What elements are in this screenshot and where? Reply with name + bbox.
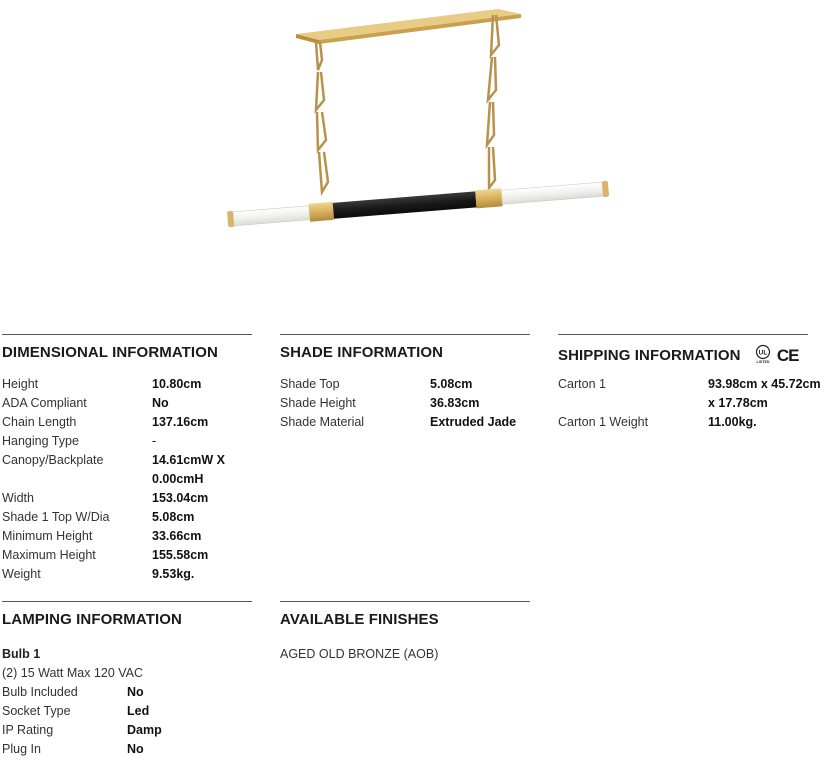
spec-row bbox=[2, 565, 262, 584]
spec-value: 155.58cm bbox=[152, 548, 209, 562]
spec-value: 14.61cmW X bbox=[152, 453, 225, 467]
spec-row-continued bbox=[2, 470, 262, 489]
spec-row bbox=[2, 451, 262, 470]
spec-row bbox=[2, 683, 262, 702]
spec-value: 93.98cm x 45.72cm bbox=[708, 377, 821, 391]
spec-value: Extruded Jade bbox=[430, 415, 517, 429]
section-divider bbox=[280, 601, 530, 602]
spec-label: Weight bbox=[2, 567, 41, 581]
spec-label: Shade Top bbox=[280, 377, 340, 391]
section-title: SHIPPING INFORMATION bbox=[558, 346, 741, 364]
spec-row bbox=[280, 394, 540, 413]
spec-label: Bulb Included bbox=[2, 685, 78, 699]
bulb-description: (2) 15 Watt Max 120 VAC bbox=[2, 666, 144, 680]
spec-label: ADA Compliant bbox=[2, 396, 87, 410]
spec-value: No bbox=[152, 396, 169, 410]
spec-value: 33.66cm bbox=[152, 529, 202, 543]
finish-item: AGED OLD BRONZE (AOB) bbox=[280, 647, 439, 661]
shipping-section bbox=[558, 334, 828, 432]
spec-value: No bbox=[127, 742, 144, 756]
spec-row bbox=[2, 394, 262, 413]
section-divider bbox=[558, 334, 808, 335]
spec-value: 5.08cm bbox=[152, 510, 195, 524]
spec-label: Shade Height bbox=[280, 396, 356, 410]
spec-row bbox=[2, 508, 262, 527]
section-divider bbox=[280, 334, 530, 335]
spec-row bbox=[2, 546, 262, 565]
spec-value-continued: x 17.78cm bbox=[708, 396, 768, 410]
spec-label: IP Rating bbox=[2, 723, 54, 737]
spec-value: 36.83cm bbox=[430, 396, 480, 410]
spec-row bbox=[2, 527, 262, 546]
spec-row bbox=[558, 413, 828, 432]
product-image bbox=[0, 0, 830, 300]
spec-label: Minimum Height bbox=[2, 529, 93, 543]
spec-value: 153.04cm bbox=[152, 491, 209, 505]
spec-label: Shade Material bbox=[280, 415, 365, 429]
spec-label: Carton 1 bbox=[558, 377, 606, 391]
spec-value: - bbox=[152, 434, 157, 448]
section-title: DIMENSIONAL INFORMATION bbox=[2, 344, 218, 361]
canopy bbox=[296, 9, 521, 44]
spec-row bbox=[2, 413, 262, 432]
spec-row bbox=[2, 702, 262, 721]
spec-value: 137.16cm bbox=[152, 415, 209, 429]
spec-label: Carton 1 Weight bbox=[558, 415, 649, 429]
spec-row bbox=[280, 413, 540, 432]
section-title: AVAILABLE FINISHES bbox=[280, 611, 439, 628]
spec-label: Socket Type bbox=[2, 704, 71, 718]
spec-row bbox=[2, 489, 262, 508]
spec-label: Hanging Type bbox=[2, 434, 79, 448]
spec-value: 11.00kg. bbox=[708, 415, 757, 429]
spec-label: Width bbox=[2, 491, 34, 505]
spec-row bbox=[280, 375, 540, 394]
spec-value-continued: 0.00cmH bbox=[152, 472, 204, 486]
finishes-section bbox=[280, 601, 540, 664]
lamping-section bbox=[2, 601, 262, 759]
ul-listed-icon bbox=[753, 344, 775, 368]
section-title-row bbox=[558, 344, 828, 366]
dimensional-section bbox=[2, 334, 262, 584]
section-title: SHADE INFORMATION bbox=[280, 344, 444, 361]
spec-label: Maximum Height bbox=[2, 548, 96, 562]
spec-row bbox=[2, 740, 262, 759]
spec-value: 10.80cm bbox=[152, 377, 202, 391]
spec-value: 9.53kg. bbox=[152, 567, 195, 581]
light-bar bbox=[227, 180, 609, 229]
left-chain bbox=[316, 42, 328, 192]
section-divider bbox=[2, 601, 252, 602]
spec-row bbox=[2, 432, 262, 451]
ul-listed-text: LISTED bbox=[756, 360, 770, 364]
spec-row bbox=[558, 375, 828, 394]
spec-value: Led bbox=[127, 704, 150, 718]
section-title: LAMPING INFORMATION bbox=[2, 611, 182, 628]
section-divider bbox=[2, 334, 252, 335]
ce-mark-icon: CE bbox=[776, 346, 799, 365]
spec-value: Damp bbox=[127, 723, 162, 737]
spec-row-continued bbox=[558, 394, 828, 413]
ul-text: UL bbox=[758, 349, 768, 357]
spec-label: Canopy/Backplate bbox=[2, 453, 104, 467]
spec-value: No bbox=[127, 685, 144, 699]
spec-label: Plug In bbox=[2, 742, 41, 756]
spec-label: Shade 1 Top W/Dia bbox=[2, 510, 110, 524]
spec-row bbox=[2, 721, 262, 740]
shade-section bbox=[280, 334, 540, 432]
spec-label: Chain Length bbox=[2, 415, 77, 429]
spec-label: Height bbox=[2, 377, 39, 391]
spec-row bbox=[2, 375, 262, 394]
spec-value: 5.08cm bbox=[430, 377, 473, 391]
right-chain bbox=[487, 15, 499, 188]
bulb-title: Bulb 1 bbox=[2, 647, 41, 661]
